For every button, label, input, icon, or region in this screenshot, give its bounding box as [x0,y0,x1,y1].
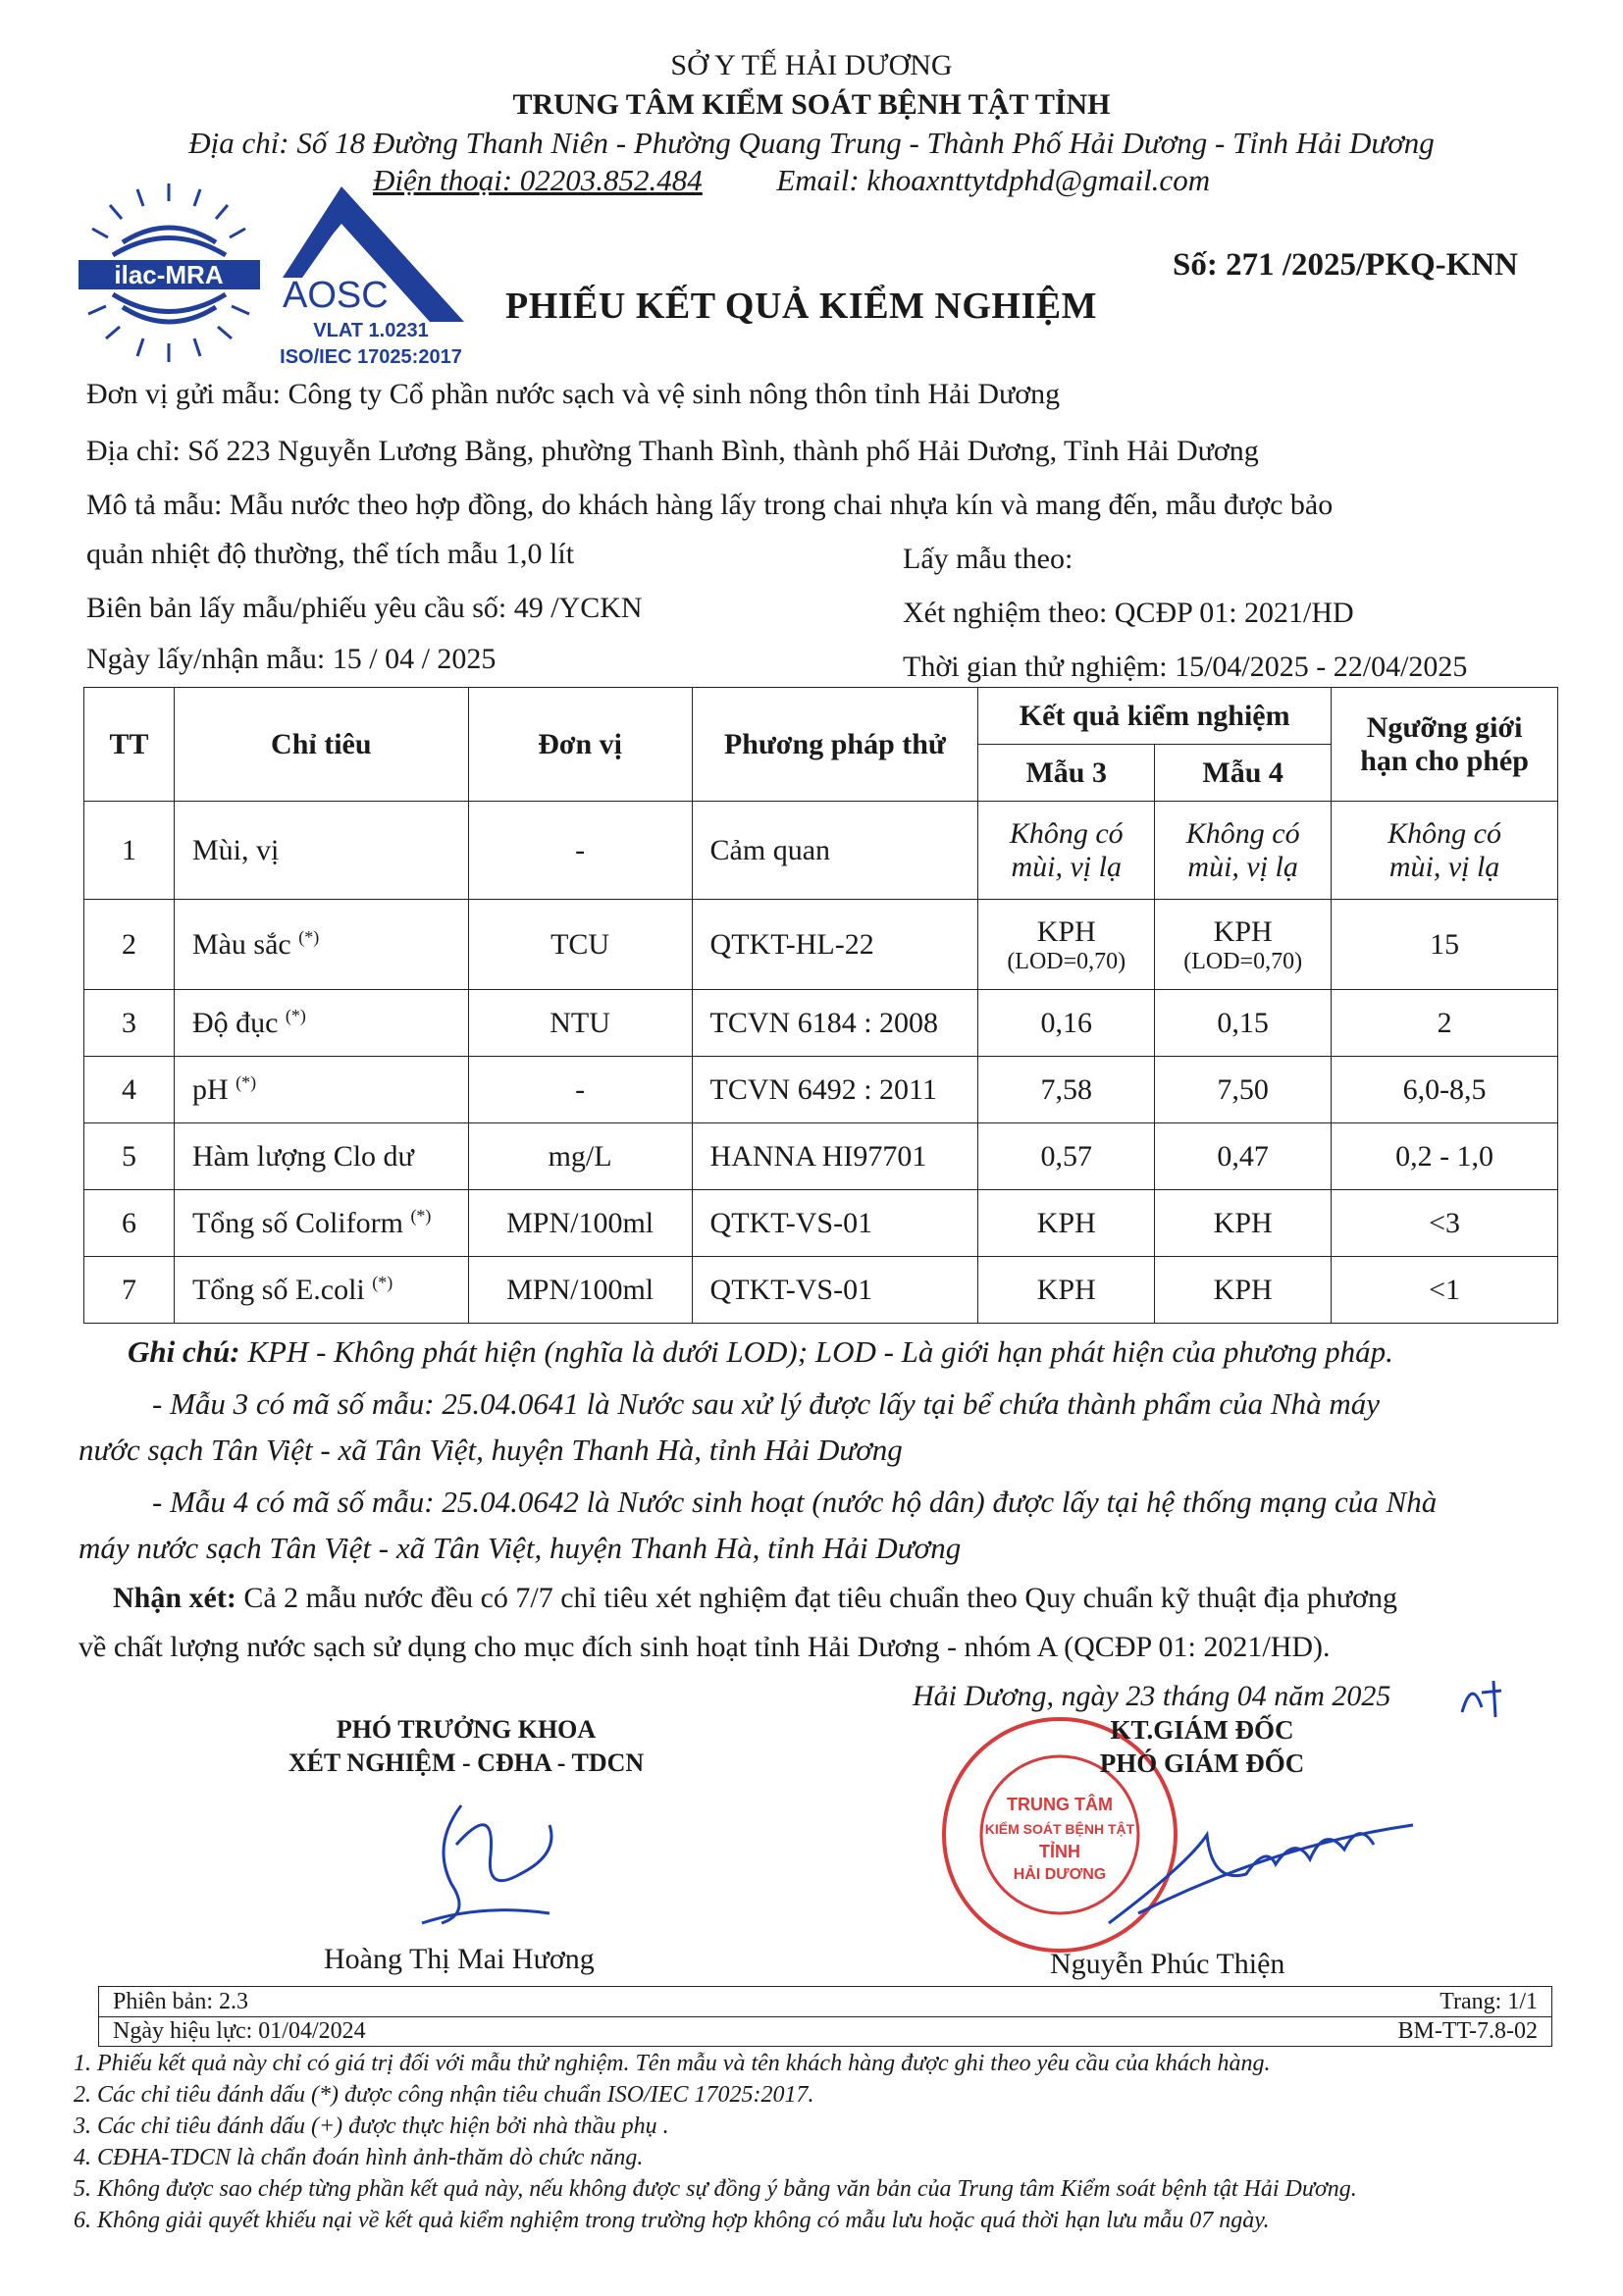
header-limit-2: hạn cho phép [1360,744,1529,777]
place-date: Hải Dương, ngày 23 tháng 04 năm 2025 [913,1680,1391,1712]
initial-mark [1452,1673,1511,1722]
cell-unit: NTU [468,990,692,1057]
sample-date: Ngày lấy/nhận mẫu: 15 / 04 / 2025 [86,643,497,675]
cell-sample4 [1155,1190,1332,1257]
cell-method: QTKT-HL-22 [692,900,978,990]
sample3-value: 0,16 [1040,1006,1092,1039]
cell-sample3 [978,802,1155,900]
cell-method: TCVN 6492 : 2011 [692,1057,978,1123]
footnote-2: 2. Các chỉ tiêu đánh dấu (*) được công nhận tiêu chuẩn ISO/IEC 17025:2017. [74,2082,814,2108]
sample3-value: Không có [1009,816,1124,850]
cell-sample4 [1155,990,1332,1057]
note-sample3-1: - Mẫu 3 có mã số mẫu: 25.04.0641 là Nước sau xử lý được lấy tại bể chứa thành phẩm của Nhà máy [152,1386,1380,1421]
accredited-mark: (*) [298,927,320,947]
indicator-name: Tổng số Coliform [191,1207,403,1239]
cell-tt: 4 [84,1057,175,1123]
cell-method: QTKT-VS-01 [692,1190,978,1257]
accredited-mark: (*) [285,1006,306,1025]
remark-line-1 [113,1582,1397,1615]
sample4-value: KPH [1213,1206,1273,1239]
cell-tt: 7 [84,1257,175,1324]
cell-unit: - [468,802,692,900]
cell-unit: MPN/100ml [468,1257,692,1324]
accredited-mark: (*) [372,1273,393,1292]
note-label: Ghi chú: [128,1334,240,1369]
sample3-value: 0,57 [1040,1139,1092,1173]
header-method: Phương pháp thử [692,688,978,802]
footnote-3: 3. Các chỉ tiêu đánh dấu (+) được thực hiện bởi nhà thầu phụ . [74,2113,669,2139]
cell-tt: 3 [84,990,175,1057]
footer-row-2 [99,2016,1551,2046]
limit-value: 6,0-8,5 [1402,1072,1487,1106]
left-signature [402,1786,579,1933]
cell-indicator [174,990,468,1057]
footer-effective: Ngày hiệu lực: 01/04/2024 [113,2018,366,2044]
limit-value: <3 [1429,1206,1461,1239]
cell-tt: 6 [84,1190,175,1257]
cell-sample4 [1155,1123,1332,1190]
table-row [84,802,1558,900]
indicator-name: Mùi, vị [191,834,280,866]
sample3-value: KPH [1036,914,1096,948]
footer-row-1 [99,1987,1551,2017]
stamp-text-3: TỈNH [1039,1842,1080,1861]
footnote-4: 4. CĐHA-TDCN là chẩn đoán hình ảnh-thăm dò chức năng. [74,2145,644,2170]
test-standard: Xét nghiệm theo: QCĐP 01: 2021/HD [903,597,1354,629]
sender-address-line: Địa chỉ: Số 223 Nguyễn Lương Bằng, phường Thanh Bình, thành phố Hải Dương, Tỉnh Hải Dương [86,435,1259,467]
right-sig-title-2: PHÓ GIÁM ĐỐC [1099,1748,1305,1778]
limit-value: Không có [1387,816,1501,850]
cell-unit: mg/L [468,1123,692,1190]
org-address: Địa chỉ: Số 18 Đường Thanh Niên - Phường Quang Trung - Thành Phố Hải Dương - Tỉnh Hải Dương [188,126,1435,160]
cell-limit [1332,990,1558,1057]
stamp-text-4: HẢI DƯƠNG [1013,1866,1107,1883]
remark-label: Nhận xét: [113,1582,236,1614]
cell-indicator [174,802,468,900]
table-row [84,1057,1558,1123]
cell-method: HANNA HI97701 [692,1123,978,1190]
cell-sample3 [978,1057,1155,1123]
org-contact [373,163,1210,198]
limit-value: <1 [1429,1273,1461,1306]
sample3-value: 7,58 [1040,1072,1092,1106]
footer-form-code: BM-TT-7.8-02 [1397,2018,1538,2044]
sampled-by: Lấy mẫu theo: [903,543,1073,575]
table-row [84,990,1558,1057]
note-text: KPH - Không phát hiện (nghĩa là dưới LOD); LOD - Là giới hạn phát hiện của phương pháp. [247,1334,1393,1369]
sample4-value: 7,50 [1217,1072,1269,1106]
cell-sample3 [978,990,1155,1057]
cell-limit [1332,802,1558,900]
footer-box [98,1986,1552,2047]
limit-value: 0,2 - 1,0 [1395,1139,1494,1173]
header-result: Kết quả kiểm nghiệm [978,688,1332,745]
cell-tt: 5 [84,1123,175,1190]
sample3-subvalue: (LOD=0,70) [1007,948,1126,974]
limit-value: 15 [1430,927,1460,961]
request-number: Biên bản lấy mẫu/phiếu yêu cầu số: 49 /YCKN [86,592,643,624]
sample4-value: KPH [1213,1273,1273,1306]
header-sample4: Mẫu 4 [1155,745,1332,802]
cell-sample4 [1155,1257,1332,1324]
table-row [84,900,1558,990]
sample4-value: 0,47 [1217,1139,1269,1173]
report-number: Số: 271 /2025/PKQ-KNN [1173,247,1518,283]
limit-subvalue: mùi, vị lạ [1388,850,1500,883]
accredited-mark: (*) [410,1206,432,1226]
sender-line: Đơn vị gửi mẫu: Công ty Cổ phần nước sạch và vệ sinh nông thôn tỉnh Hải Dương [86,378,1061,410]
left-sig-title-1: PHÓ TRƯỞNG KHOA [336,1715,597,1744]
org-phone: Điện thoại: 02203.852.484 [373,163,703,197]
aosc-text: AOSC [283,275,389,316]
right-sig-name: Nguyễn Phúc Thiện [1050,1948,1285,1980]
header-tt: TT [84,688,175,802]
footer-page: Trang: 1/1 [1440,1989,1538,2014]
cell-sample4 [1155,802,1332,900]
cell-indicator [174,1057,468,1123]
cell-tt: 1 [84,802,175,900]
cell-method: TCVN 6184 : 2008 [692,990,978,1057]
table-row [84,1257,1558,1324]
description-line-1: Mô tả mẫu: Mẫu nước theo hợp đồng, do khách hàng lấy trong chai nhựa kín và mang đến, mẫu được bảo [86,489,1334,521]
cell-unit: - [468,1057,692,1123]
sample3-value: KPH [1036,1206,1096,1239]
header-limit [1332,688,1558,802]
note-sample3-2: nước sạch Tân Việt - xã Tân Việt, huyện Thanh Hà, tỉnh Hải Dương [79,1433,903,1467]
ilac-text: ilac-MRA [114,260,224,289]
cell-unit: MPN/100ml [468,1190,692,1257]
stamp-text-2: KIỂM SOÁT BỆNH TẬT [984,1821,1135,1837]
cell-indicator [174,1190,468,1257]
limit-value: 2 [1437,1006,1452,1039]
header-unit: Đơn vị [468,688,692,802]
test-period: Thời gian thử nghiệm: 15/04/2025 - 22/04/2025 [903,651,1468,683]
indicator-name: Độ đục [191,1007,279,1039]
sample4-value: Không có [1185,816,1300,850]
sample4-subvalue: (LOD=0,70) [1183,948,1303,974]
results-table [83,687,1558,1324]
indicator-name: pH [191,1073,229,1106]
sample3-value: KPH [1036,1273,1096,1306]
cell-limit [1332,900,1558,990]
cell-limit [1332,1123,1558,1190]
cell-sample4 [1155,1057,1332,1123]
accredited-mark: (*) [236,1072,257,1092]
footnote-1: 1. Phiếu kết quả này chỉ có giá trị đối với mẫu thử nghiệm. Tên mẫu và tên khách hàng được ghi theo yêu cầu của khách hàng. [74,2051,1271,2076]
aosc-code: VLAT 1.0231 [313,320,429,341]
note-sample4-2: máy nước sạch Tân Việt - xã Tân Việt, huyện Thanh Hà, tỉnh Hải Dương [79,1531,962,1565]
sample3-subvalue: mùi, vị lạ [1011,850,1122,883]
table-row [84,1123,1558,1190]
indicator-name: Tổng số E.coli [191,1274,365,1306]
note-line [128,1334,1393,1370]
footnote-6: 6. Không giải quyết khiếu nại về kết quả kiểm nghiệm trong trường hợp không có mẫu lưu hoặc quá thời hạn lưu mẫu 07 ngày. [74,2208,1270,2233]
cell-indicator [174,900,468,990]
indicator-name: Màu sắc [191,928,291,961]
cell-sample3 [978,1257,1155,1324]
cell-sample3 [978,1190,1155,1257]
description-line-2: quản nhiệt độ thường, thể tích mẫu 1,0 lít [86,538,575,570]
indicator-name: Hàm lượng Clo dư [191,1140,414,1173]
note-sample4-1: - Mẫu 4 có mã số mẫu: 25.04.0642 là Nước sinh hoạt (nước hộ dân) được lấy tại hệ thống mạng của Nhà [152,1485,1438,1519]
cell-limit [1332,1257,1558,1324]
cell-unit: TCU [468,900,692,990]
org-name: TRUNG TÂM KIỂM SOÁT BỆNH TẬT TỈNH [512,88,1111,121]
ilac-mra-logo [79,182,260,363]
cell-indicator [174,1257,468,1324]
footer-version: Phiên bản: 2.3 [113,1989,248,2014]
stamp-text-1: TRUNG TÂM [1007,1795,1113,1814]
sample4-value: 0,15 [1217,1006,1269,1039]
cell-limit [1332,1190,1558,1257]
sample4-value: KPH [1213,914,1273,948]
header-sample3: Mẫu 3 [978,745,1155,802]
remark-text-1: Cả 2 mẫu nước đều có 7/7 chỉ tiêu xét nghiệm đạt tiêu chuẩn theo Quy chuẩn kỹ thuật địa phương [243,1582,1397,1614]
org-email: Email: khoaxnttytdphd@gmail.com [776,163,1211,197]
header-limit-1: Ngưỡng giới [1366,710,1523,744]
org-parent: SỞ Y TẾ HẢI DƯƠNG [670,49,953,81]
right-sig-title-1: KT.GIÁM ĐỐC [1110,1715,1294,1745]
left-sig-name: Hoàng Thị Mai Hương [324,1943,595,1975]
footnote-5: 5. Không được sao chép từng phần kết quả này, nếu không được sự đồng ý bằng văn bản của Trung tâm Kiểm soát bệnh tật Hải Dương. [74,2176,1357,2202]
table-row [84,1190,1558,1257]
aosc-std: ISO/IEC 17025:2017 [280,346,462,368]
cell-sample4 [1155,900,1332,990]
cell-indicator [174,1123,468,1190]
left-sig-title-2: XÉT NGHIỆM - CĐHA - TDCN [288,1748,645,1777]
sample4-subvalue: mùi, vị lạ [1187,850,1298,883]
remark-line-2: về chất lượng nước sạch sử dụng cho mục đích sinh hoạt tỉnh Hải Dương - nhóm A (QCĐP 01: 2021/HD). [79,1631,1331,1663]
cell-method: QTKT-VS-01 [692,1257,978,1324]
cell-sample3 [978,1123,1155,1190]
cell-method: Cảm quan [692,802,978,900]
report-title: PHIẾU KẾT QUẢ KIỂM NGHIỆM [505,286,1097,327]
cell-limit [1332,1057,1558,1123]
cell-tt: 2 [84,900,175,990]
cell-sample3 [978,900,1155,990]
header-indicator: Chỉ tiêu [174,688,468,802]
aosc-logo [263,184,479,371]
right-signature [1099,1805,1423,1933]
